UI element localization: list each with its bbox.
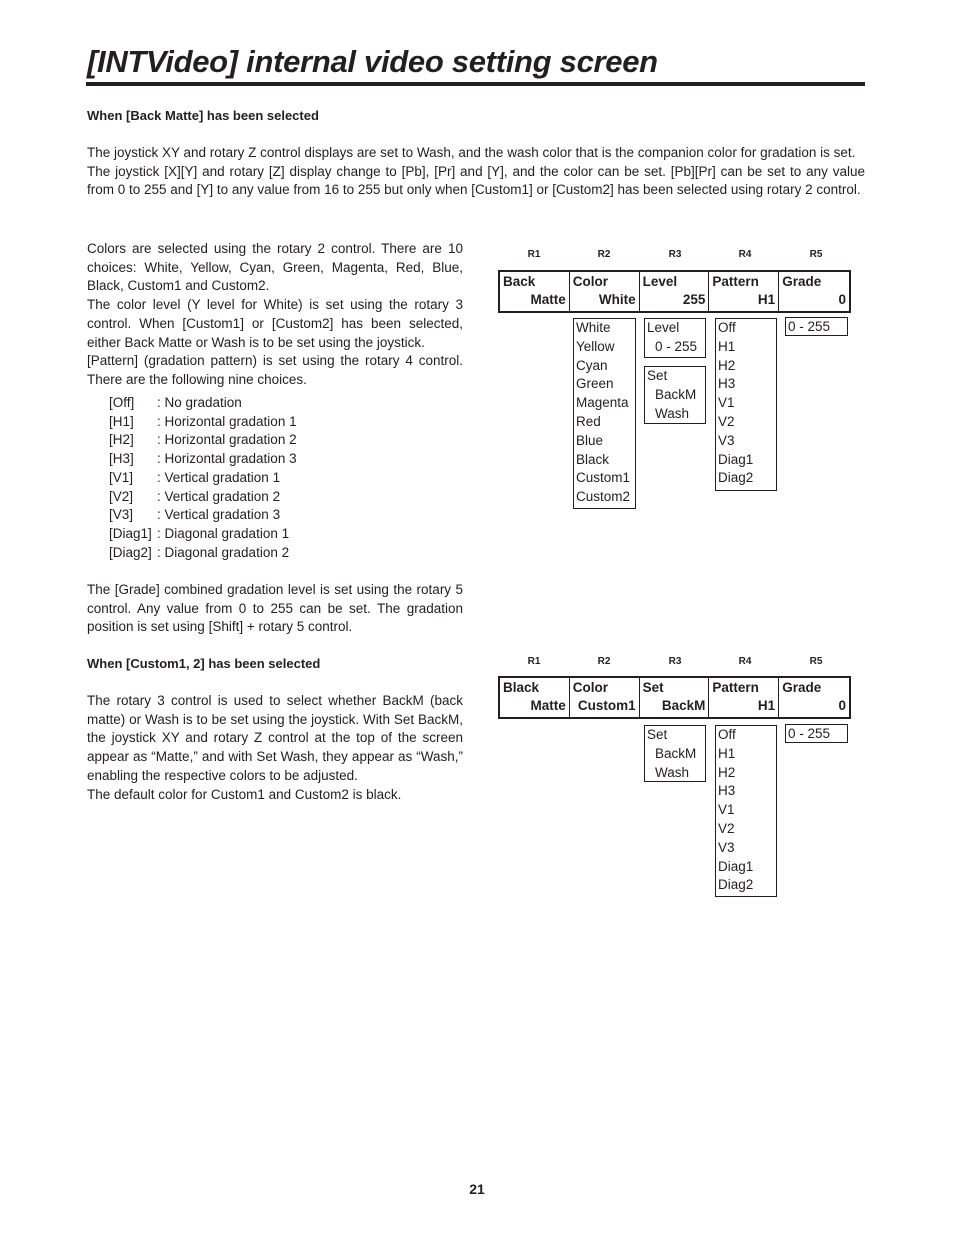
cell-title: Pattern — [712, 274, 759, 289]
pattern-key: [H1] — [109, 413, 134, 429]
pattern-options-box — [715, 318, 777, 491]
list-item: H1 — [718, 338, 736, 354]
list-item: Wash — [655, 764, 690, 780]
cell-value: White — [598, 292, 636, 307]
list-item: V3 — [718, 839, 735, 855]
grade-range-box: 0 - 255 — [785, 724, 848, 743]
cell-title: Grade — [782, 680, 822, 695]
list-item — [109, 469, 369, 488]
pattern-desc: : Horizontal gradation 2 — [157, 432, 297, 448]
pattern-desc: : Vertical gradation 2 — [157, 488, 281, 504]
list-item: V1 — [718, 802, 735, 818]
list-item: V2 — [718, 413, 735, 429]
list-item: H1 — [718, 745, 736, 761]
pattern-key: [H2] — [109, 432, 134, 448]
list-item: Green — [576, 376, 614, 392]
list-item: Diag1 — [718, 858, 754, 874]
pattern-key: [Diag2] — [109, 544, 152, 560]
set-label: Set — [647, 727, 668, 742]
cell-value: H1 — [757, 292, 776, 307]
pattern-desc: : Vertical gradation 3 — [157, 507, 281, 523]
cell-title: Black — [503, 680, 540, 695]
cell-value: Matte — [530, 698, 566, 713]
pattern-options-box — [715, 725, 777, 897]
header-cell-r4 — [709, 678, 779, 717]
cell-title: Back — [503, 274, 536, 289]
list-item — [109, 488, 369, 507]
list-item: BackM — [655, 745, 697, 761]
pattern-desc: : Diagonal gradation 2 — [157, 544, 290, 560]
body-paragraph: The color level (Y level for White) is set using the rotary 3 control. When [Custom1] or [Custom2] has been selected, either Back Matte or Wash is to be set using the joystick. — [87, 297, 463, 350]
cell-value: Matte — [530, 292, 566, 307]
level-range-box — [644, 318, 706, 358]
list-item: Off — [718, 727, 736, 742]
pattern-desc: : Horizontal gradation 1 — [157, 413, 297, 429]
section1-heading: When [Back Matte] has been selected — [87, 108, 319, 123]
pattern-key: [V3] — [109, 507, 134, 523]
section1-intro — [87, 144, 865, 200]
pattern-key: [H3] — [109, 451, 134, 467]
pattern-desc: : Vertical gradation 1 — [157, 469, 281, 485]
pattern-desc: : No gradation — [157, 395, 242, 410]
cell-value: Custom1 — [577, 698, 636, 713]
cell-value: 255 — [682, 292, 706, 307]
set-options-box — [644, 725, 706, 782]
rotary-label: R2 — [597, 249, 611, 260]
list-item: V1 — [718, 395, 735, 411]
header-cell-r3 — [640, 272, 710, 311]
pattern-desc: : Horizontal gradation 3 — [157, 451, 297, 467]
list-item: V3 — [718, 432, 735, 448]
list-item — [109, 431, 369, 450]
set-label: Set — [647, 368, 668, 383]
rotary-label: R1 — [527, 249, 541, 260]
level-range: 0 - 255 — [655, 338, 698, 354]
cell-title: Color — [572, 274, 609, 289]
body-paragraph: Colors are selected using the rotary 2 control. There are 10 choices: White, Yellow, Cyan, Green, Magenta, Red, Blue, Black, Custom1 and Custom2. — [87, 241, 463, 294]
page-number: 21 — [469, 1181, 485, 1197]
level-label: Level — [647, 320, 680, 335]
list-item — [109, 450, 369, 469]
body-paragraph: [Pattern] (gradation pattern) is set using the rotary 4 control. There are the following nine choices. — [87, 353, 463, 387]
list-item: Red — [576, 413, 601, 429]
cell-title: Level — [642, 274, 678, 289]
grade-range-box: 0 - 255 — [785, 317, 848, 336]
list-item: Yellow — [576, 338, 615, 354]
list-item — [109, 525, 369, 544]
intro-paragraph: The joystick XY and rotary Z control displays are set to Wash, and the wash color that is the companion color for gradation is set. — [87, 145, 856, 160]
cell-value: BackM — [661, 698, 706, 713]
list-item: H3 — [718, 376, 736, 392]
rotary-label: R5 — [809, 249, 823, 260]
rotary-label: R3 — [668, 656, 682, 667]
set-options-box — [644, 366, 706, 424]
list-item: Off — [718, 320, 736, 335]
cell-title: Grade — [782, 274, 822, 289]
page-title: [INTVideo] internal video setting screen — [87, 44, 658, 79]
list-item: Magenta — [576, 395, 629, 411]
header-cell-r4 — [709, 272, 779, 311]
color-options-box — [573, 318, 636, 509]
section2-body — [87, 692, 463, 804]
list-item: Blue — [576, 432, 604, 448]
list-item: H2 — [718, 357, 736, 373]
cell-title: Set — [642, 680, 664, 695]
pattern-list — [109, 394, 369, 562]
header-cell-r5 — [779, 678, 849, 717]
rotary-label: R5 — [809, 656, 823, 667]
menu-header-row — [498, 676, 851, 719]
list-item: V2 — [718, 820, 735, 836]
pattern-key: [Off] — [109, 395, 135, 410]
section2-heading: When [Custom1, 2] has been selected — [87, 656, 321, 671]
cell-title: Pattern — [712, 680, 759, 695]
cell-value: H1 — [757, 698, 776, 713]
rotary-label: R2 — [597, 656, 611, 667]
list-item: Black — [576, 451, 610, 467]
cell-title: Color — [572, 680, 609, 695]
header-cell-r2 — [570, 678, 640, 717]
list-item: H2 — [718, 764, 736, 780]
header-cell-r2 — [570, 272, 640, 311]
header-cell-r5 — [779, 272, 849, 311]
list-item: Wash — [655, 405, 690, 421]
rotary-label: R3 — [668, 249, 682, 260]
pattern-desc: : Diagonal gradation 1 — [157, 525, 290, 541]
cell-value: 0 — [838, 698, 846, 713]
list-item: H3 — [718, 783, 736, 799]
list-item — [109, 413, 369, 432]
list-item — [109, 544, 369, 563]
section1-body — [87, 240, 463, 390]
header-cell-r1 — [500, 678, 570, 717]
header-cell-r3 — [640, 678, 710, 717]
menu-header-row — [498, 270, 851, 313]
pattern-key: [V2] — [109, 488, 134, 504]
pattern-key: [Diag1] — [109, 525, 152, 541]
title-rule — [86, 82, 865, 86]
grade-paragraph: The [Grade] combined gradation level is set using the rotary 5 control. Any value from 0 to 255 can be set. The gradation position is set using [Shift] + rotary 5 control. — [87, 582, 463, 635]
body-paragraph: The rotary 3 control is used to select whether BackM (back matte) or Wash is to be set using the joystick. With Set BackM, the joystick XY and rotary Z control at the top of the screen appear as “Matte,” and with Set Wash, they appear as “Wash,” enabling the respective colors to be adjusted. — [87, 693, 463, 783]
list-item: Diag2 — [718, 877, 754, 893]
pattern-key: [V1] — [109, 469, 134, 485]
rotary-label: R4 — [738, 656, 752, 667]
list-item: Diag2 — [718, 470, 754, 486]
body-paragraph: The default color for Custom1 and Custom2 is black. — [87, 786, 402, 802]
rotary-label: R4 — [738, 249, 752, 260]
list-item: White — [576, 320, 611, 335]
cell-value: 0 — [838, 292, 846, 307]
list-item: BackM — [655, 386, 697, 402]
list-item: Cyan — [576, 357, 608, 373]
list-item: Diag1 — [718, 451, 754, 467]
intro-paragraph: The joystick [X][Y] and rotary [Z] display change to [Pb], [Pr] and [Y], and the color can be set. [Pb][Pr] can be set to any value from 0 to 255 and [Y] to any value from 16 to 255 but only when [Custom1] or [Custom2] has been selected using rotary 2 control. — [87, 163, 865, 198]
list-item: Custom2 — [576, 489, 631, 505]
rotary-label: R1 — [527, 656, 541, 667]
list-item — [109, 506, 369, 525]
list-item — [109, 394, 369, 413]
list-item: Custom1 — [576, 470, 631, 486]
header-cell-r1 — [500, 272, 570, 311]
